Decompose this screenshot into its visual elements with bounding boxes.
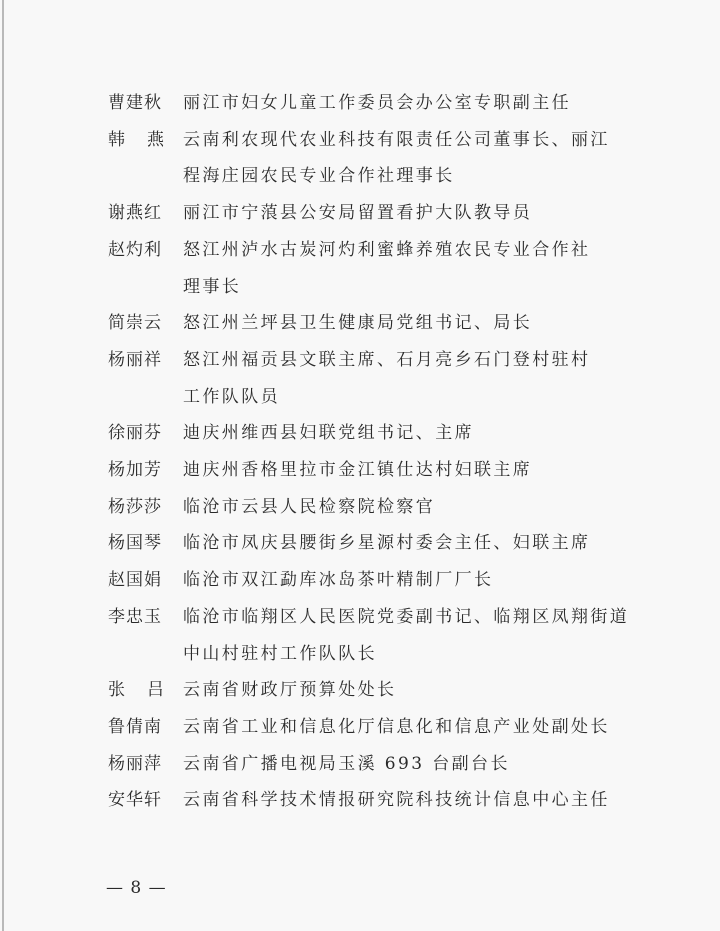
person-name: 杨国琴 xyxy=(108,533,162,554)
roster-entry xyxy=(0,198,720,228)
person-name: 杨丽祥 xyxy=(108,349,162,370)
position-title: 云南省财政厅预算处处长 xyxy=(183,680,397,701)
person-name: 安华轩 xyxy=(108,790,162,811)
roster-entry xyxy=(0,308,720,338)
roster-entry-continuation xyxy=(0,272,720,302)
position-title: 临沧市凤庆县腰街乡星源村委会主任、妇联主席 xyxy=(183,533,591,554)
position-title: 迪庆州维西县妇联党组书记、主席 xyxy=(183,423,474,444)
roster-entry xyxy=(0,125,720,155)
position-title: 丽江市宁蒗县公安局留置看护大队教导员 xyxy=(183,203,533,224)
roster-entry xyxy=(0,418,720,448)
position-title: 工作队队员 xyxy=(183,386,280,407)
roster-entry-continuation xyxy=(0,639,720,669)
person-name: 李忠玉 xyxy=(108,606,162,627)
roster-entry xyxy=(0,455,720,485)
position-title: 理事长 xyxy=(183,276,242,297)
person-name: 赵灼利 xyxy=(108,239,162,260)
position-title: 云南利农现代农业科技有限责任公司董事长、丽江 xyxy=(183,129,610,150)
position-title: 临沧市云县人民检察院检察官 xyxy=(183,496,436,517)
person-name: 鲁倩南 xyxy=(108,716,162,737)
person-name: 杨莎莎 xyxy=(108,496,162,517)
person-name: 曹建秋 xyxy=(108,93,162,113)
roster-entry xyxy=(0,235,720,265)
roster-entry xyxy=(0,345,720,375)
roster-entry xyxy=(0,565,720,595)
roster-entry xyxy=(0,528,720,558)
roster-entry xyxy=(0,88,720,118)
person-name: 赵国娟 xyxy=(108,570,162,591)
person-name: 杨加芳 xyxy=(108,460,162,480)
roster-entry xyxy=(0,602,720,632)
position-title: 中山村驻村工作队队长 xyxy=(183,643,377,664)
person-name: 徐丽芬 xyxy=(108,423,162,444)
position-title: 云南省科学技术情报研究院科技统计信息中心主任 xyxy=(183,790,610,811)
roster-entry xyxy=(0,785,720,815)
roster-entry-continuation xyxy=(0,161,720,191)
roster-entry-continuation xyxy=(0,382,720,412)
position-title: 怒江州福贡县文联主席、石月亮乡石门登村驻村 xyxy=(183,349,591,370)
person-name: 谢燕红 xyxy=(108,203,162,224)
position-title: 云南省工业和信息化厅信息化和信息产业处副处长 xyxy=(183,716,610,737)
position-title: 怒江州兰坪县卫生健康局党组书记、局长 xyxy=(183,313,533,334)
position-title: 丽江市妇女儿童工作委员会办公室专职副主任 xyxy=(183,93,571,113)
roster-entry xyxy=(0,675,720,705)
position-title: 程海庄园农民专业合作社理事长 xyxy=(183,166,455,187)
position-title: 临沧市双江勐库冰岛茶叶精制厂厂长 xyxy=(183,570,494,591)
roster-entry xyxy=(0,749,720,779)
page-number: — 8 — xyxy=(106,878,167,898)
person-name: 张 吕 xyxy=(108,680,164,701)
person-name: 韩 燕 xyxy=(108,129,164,150)
position-title: 怒江州泸水古炭河灼利蜜蜂养殖农民专业合作社 xyxy=(183,239,591,260)
position-title: 临沧市临翔区人民医院党委副书记、临翔区凤翔街道 xyxy=(183,606,630,627)
roster-entry xyxy=(0,712,720,742)
position-title: 云南省广播电视局玉溪 693 台副台长 xyxy=(183,753,510,774)
position-title: 迪庆州香格里拉市金江镇仕达村妇联主席 xyxy=(183,460,533,480)
person-name: 杨丽萍 xyxy=(108,753,162,774)
roster-entry xyxy=(0,492,720,522)
person-name: 简崇云 xyxy=(108,313,162,334)
